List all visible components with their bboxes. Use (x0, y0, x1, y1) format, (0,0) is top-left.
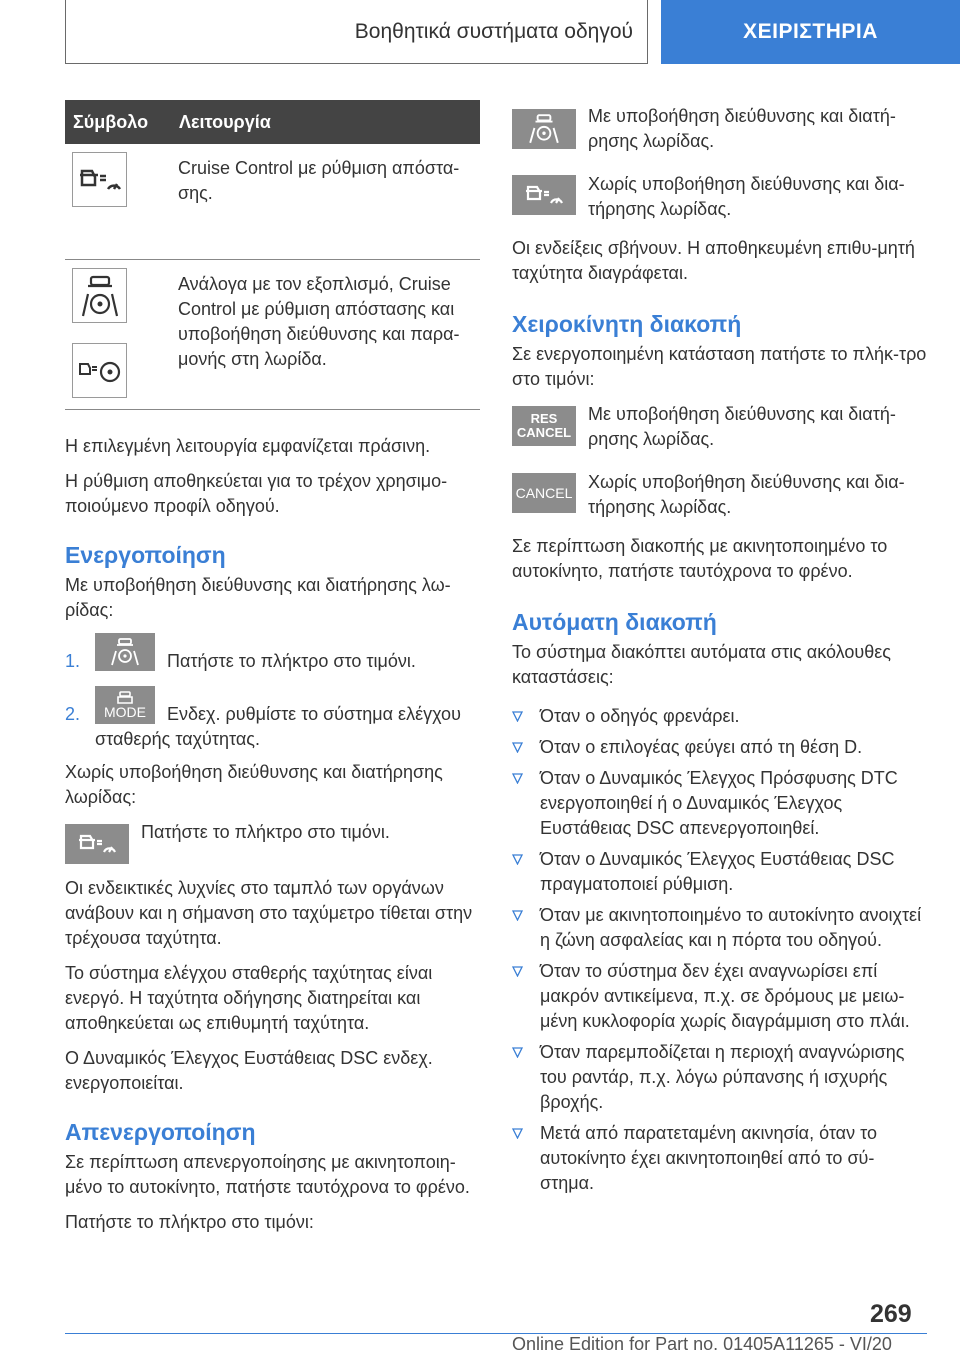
triangle-bullet-icon (512, 766, 540, 784)
lane-assist-icon (72, 268, 127, 323)
triangle-bullet-icon (512, 847, 540, 865)
option-text: Με υποβοήθηση διεύθυνσης και διατή-ρησης λωρίδας. (588, 106, 896, 151)
heading-auto-stop: Αυτόματη διακοπή (512, 609, 717, 635)
step-number: 1. (65, 651, 81, 671)
list-item (512, 172, 927, 222)
paragraph: Χωρίς υποβοήθηση διεύθυνσης και διατήρησης λωρίδας: (65, 762, 443, 807)
cancel-label: CANCEL (515, 485, 573, 501)
cruise-button-icon (65, 824, 129, 864)
table-row (65, 144, 480, 260)
cancel-label: CANCEL (516, 425, 572, 440)
paragraph: Ο Δυναμικός Έλεγχος Ευστάθειας DSC ενδεχ. ενεργοποιείται. (65, 1048, 433, 1093)
option-text: Με υποβοήθηση διεύθυνσης και διατή-ρησης λωρίδας. (588, 404, 896, 449)
list-item (512, 402, 927, 452)
step-text: Ενδεχ. ρυθμίστε το σύστημα ελέγχου σταθερής ταχύτητας. (95, 704, 461, 749)
res-cancel-button-icon (512, 406, 576, 446)
list-item (512, 704, 927, 729)
triangle-bullet-icon (512, 1040, 540, 1058)
header-section (65, 0, 648, 64)
paragraph: Πατήστε το πλήκτρο στο τιμόνι: (65, 1212, 314, 1232)
cancel-button-icon (512, 473, 576, 513)
lane-assist-button-icon (512, 109, 576, 149)
heading-activation: Ενεργοποίηση (65, 542, 226, 568)
paragraph: Σε περίπτωση διακοπής με ακινητοποιημένο το αυτοκίνητο, πατήστε ταυτόχρονα το φρένο. (512, 536, 888, 581)
bullet-text: Όταν ο Δυναμικός Έλεγχος Ευστάθειας DSC πραγματοποιεί ρύθμιση. (540, 849, 895, 894)
edition-text: Online Edition for Part no. 01405A11265 - VI/20 (512, 1334, 892, 1354)
mode-button-icon (95, 686, 155, 724)
left-column (65, 100, 480, 1245)
paragraph: Με υποβοήθηση διεύθυνσης και διατήρησης λω-ρίδας: (65, 575, 451, 620)
heading-manual-stop: Χειροκίνητη διακοπή (512, 311, 742, 337)
triangle-bullet-icon (512, 959, 540, 977)
list-item (65, 820, 480, 864)
mode-label: MODE (104, 704, 146, 720)
table-header-function: Λειτουργία (179, 111, 271, 132)
lane-assist-button-icon (95, 633, 155, 671)
paragraph: Η ρύθμιση αποθηκεύεται για το τρέχον χρησιμο-ποιούμενο προφίλ οδηγού. (65, 471, 448, 516)
symbol-table (65, 100, 480, 410)
heading-deactivation: Απενεργοποίηση (65, 1119, 256, 1145)
cruise-distance-icon (72, 152, 127, 207)
header-section-title: Βοηθητικά συστήματα οδηγού (354, 19, 633, 43)
header-chapter-title: ΧΕΙΡΙΣΤΗΡΙΑ (743, 20, 878, 43)
bullet-text: Όταν ο επιλογέας φεύγει από τη θέση D. (540, 737, 863, 757)
bullet-text: Όταν παρεμποδίζεται η περιοχή αναγνώρισης του ραντάρ, π.χ. λόγω ρύπανσης ή ισχυρής βροχής. (540, 1042, 905, 1112)
steering-assist-icon (72, 343, 127, 398)
list-item (512, 847, 927, 897)
triangle-bullet-icon (512, 704, 540, 722)
paragraph: Οι ενδείξεις σβήνουν. Η αποθηκευμένη επιθυ-μητή ταχύτητα διαγράφεται. (512, 238, 915, 283)
option-text: Χωρίς υποβοήθηση διεύθυνσης και δια-τήρησης λωρίδας. (588, 174, 905, 219)
option-text: Χωρίς υποβοήθηση διεύθυνσης και δια-τήρησης λωρίδας. (588, 472, 905, 517)
right-column (512, 104, 927, 1202)
bullet-list (512, 704, 927, 1196)
list-item (65, 633, 480, 674)
table-header-symbol: Σύμβολο (73, 111, 149, 132)
list-item (512, 1040, 927, 1115)
paragraph: Το σύστημα ελέγχου σταθερής ταχύτητας είναι ενεργό. Η ταχύτητα οδήγησης διατηρείται και αποθηκεύεται ως επιθυμητή ταχύτητα. (65, 963, 433, 1033)
bullet-text: Όταν το σύστημα δεν έχει αναγνωρίσει επί μακρόν αντικείμενα, π.χ. σε δρόμους με μειω-μένη κυκλοφορία χωρίς διαγράμμιση στο πλάι. (540, 961, 910, 1031)
bullet-text: Όταν ο Δυναμικός Έλεγχος Πρόσφυσης DTC ενεργοποιηθεί ή ο Δυναμικός Έλεγχος Ευστάθειας DSC απενεργοποιηθεί. (540, 768, 898, 838)
paragraph: Η επιλεγμένη λειτουργία εμφανίζεται πράσινη. (65, 436, 431, 456)
paragraph: Σε περίπτωση απενεργοποίησης με ακινητοποιη-μένο το αυτοκίνητο, πατήστε ταυτόχρονα το φρένο. (65, 1152, 470, 1197)
list-item (512, 735, 927, 760)
bullet-text: Όταν με ακινητοποιημένο το αυτοκίνητο ανοιχτεί η ζώνη ασφαλείας και η πόρτα του οδηγού. (540, 905, 922, 950)
list-item (512, 104, 927, 154)
list-item (512, 470, 927, 520)
cruise-button-icon (512, 175, 576, 215)
paragraph: Σε ενεργοποιημένη κατάσταση πατήστε το πλήκ-τρο στο τιμόνι: (512, 344, 927, 389)
step-text: Πατήστε το πλήκτρο στο τιμόνι. (167, 651, 416, 671)
paragraph: Το σύστημα διακόπτει αυτόματα στις ακόλουθες καταστάσεις: (512, 642, 891, 687)
list-item (65, 686, 480, 752)
bullet-text: Όταν ο οδηγός φρενάρει. (540, 706, 740, 726)
table-header (65, 100, 480, 144)
bullet-text: Μετά από παρατεταμένη ακινησία, όταν το αυτοκίνητο έχει ακινητοποιηθεί από το σύ-στημα. (540, 1123, 877, 1193)
paragraph: Οι ενδεικτικές λυχνίες στο ταμπλό των οργάνων ανάβουν και η σήμανση στο ταχύμετρο τίθεται στην τρέχουσα ταχύτητα. (65, 878, 473, 948)
table-row-text: Ανάλογα με τον εξοπλισμό, Cruise Control με ρύθμιση απόστασης και υποβοήθηση διεύθυνσης και παρα-μονής στη λωρίδα. (178, 274, 460, 369)
list-item (512, 1121, 927, 1196)
list-item (512, 903, 927, 953)
list-item (512, 959, 927, 1034)
table-row (65, 260, 480, 410)
step-text: Πατήστε το πλήκτρο στο τιμόνι. (141, 822, 390, 842)
header-chapter (661, 0, 960, 64)
triangle-bullet-icon (512, 1121, 540, 1139)
step-number: 2. (65, 704, 81, 724)
list-item (512, 766, 927, 841)
triangle-bullet-icon (512, 903, 540, 921)
triangle-bullet-icon (512, 735, 540, 753)
table-row-text: Cruise Control με ρύθμιση απόστα-σης. (178, 158, 460, 203)
page-number: 269 (870, 1300, 912, 1328)
res-label: RES (530, 411, 558, 426)
